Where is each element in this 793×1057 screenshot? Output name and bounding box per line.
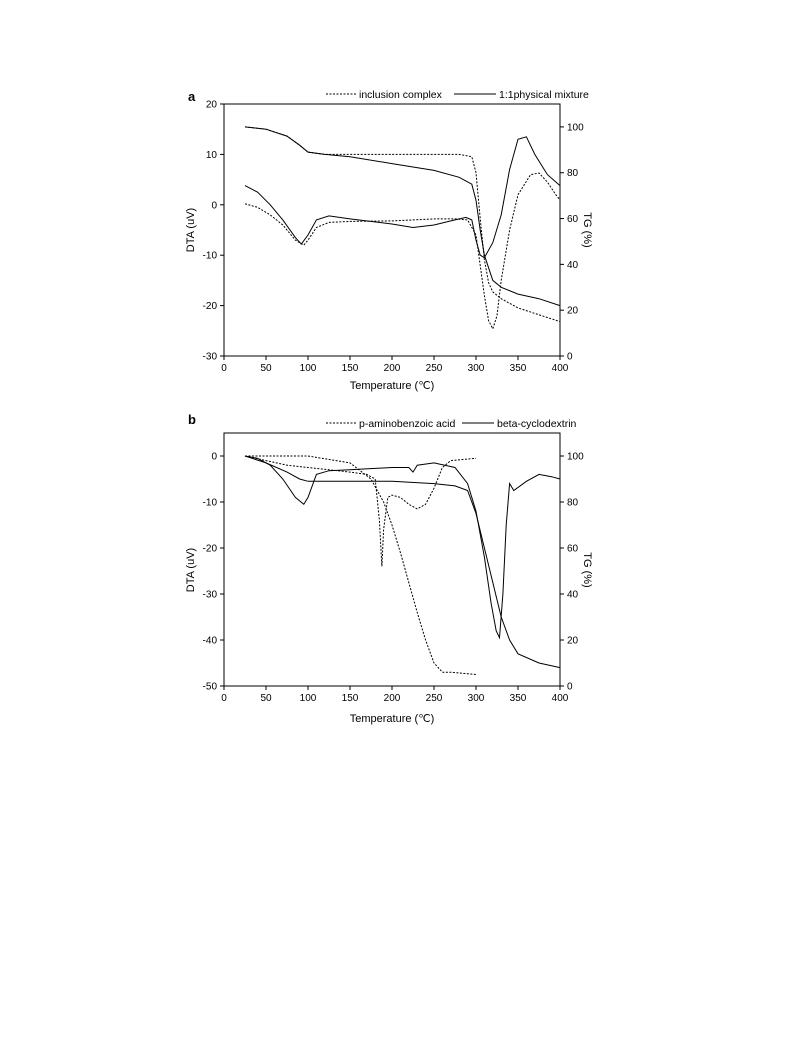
panel-a-left-tick-label: -10 <box>202 250 217 262</box>
panel-b-x-tick-label: 100 <box>299 693 317 704</box>
panel-a-left-tick-label: 10 <box>205 149 217 161</box>
panel-a-x-tick-label: 200 <box>383 363 401 374</box>
panel-a-right-axis-title: TG (%) <box>581 212 593 248</box>
panel-b-x-tick-label: 250 <box>425 693 443 704</box>
panel-a-left-axis-title: DTA (uV) <box>185 207 197 253</box>
panel-b-legend <box>326 418 577 430</box>
panel-a-x-tick-label: 300 <box>467 363 485 374</box>
panel-a-right-tick-label: 40 <box>567 259 579 271</box>
panel-a-x-axis-title: Temperature (℃) <box>349 380 435 392</box>
panel-b-x-tick-label: 200 <box>383 693 401 704</box>
panel-a-right-tick-label: 100 <box>567 122 584 134</box>
panel-b-left-tick-label: -50 <box>202 681 217 693</box>
panel-b-right-tick-label: 100 <box>567 451 584 463</box>
panel-b-x-axis-title: Temperature (℃) <box>349 713 435 725</box>
panel-a-x-tick-label: 50 <box>260 363 272 374</box>
panel-a-legend-label-1: 1:1physical mixture <box>499 89 589 101</box>
panel-b-right-tick-label: 80 <box>567 497 579 509</box>
panel-b-x-tick-label: 0 <box>221 693 227 704</box>
panel-b-right-tick-label: 20 <box>567 635 579 647</box>
panel-a-left-tick-label: -20 <box>202 301 217 313</box>
panel-b-right-tick-label: 0 <box>567 681 573 693</box>
panel-a-x-tick-label: 250 <box>425 363 443 374</box>
panel-b-x-tick-label: 50 <box>260 693 272 704</box>
panel-a-x-tick-label: 350 <box>509 363 527 374</box>
panel-b-left-tick-label: -40 <box>202 635 217 647</box>
panel-b-right-tick-label: 40 <box>567 589 579 601</box>
panel-b-x-tick-label: 400 <box>551 693 569 704</box>
panel-b-right-axis-title: TG (%) <box>581 552 593 588</box>
panel-b-legend-label-0: p-aminobenzoic acid <box>359 418 456 430</box>
panel-a-letter: a <box>188 89 196 104</box>
panel-b-left-tick-label: -10 <box>202 497 217 509</box>
panel-b-x-tick-label: 300 <box>467 693 485 704</box>
panel-a-left-tick-label: 0 <box>211 200 217 212</box>
panel-a-x-tick-label: 100 <box>299 363 317 374</box>
panel-b-x-tick-label: 150 <box>341 693 359 704</box>
panel-b-left-tick-label: 0 <box>211 451 217 463</box>
panel-a-legend-label-0: inclusion complex <box>359 89 442 101</box>
panel-b-x-tick-label: 350 <box>509 693 527 704</box>
panel-a-right-tick-label: 80 <box>567 168 579 180</box>
panel-a-right-tick-label: 20 <box>567 305 579 317</box>
panel-a-x-tick-label: 400 <box>551 363 569 374</box>
panel-a-right-tick-label: 60 <box>567 214 579 226</box>
panel-b-letter: b <box>188 412 196 427</box>
panel-b-left-axis-title: DTA (uV) <box>185 547 197 593</box>
panel-a-x-tick-label: 150 <box>341 363 359 374</box>
panel-b-legend-label-1: beta-cyclodextrin <box>497 418 577 430</box>
panel-a-left-tick-label: 20 <box>205 99 217 111</box>
panel-a-left-tick-label: -30 <box>202 351 217 363</box>
panel-b-left-tick-label: -30 <box>202 589 217 601</box>
panel-a-x-tick-label: 0 <box>221 363 227 374</box>
panel-b-right-tick-label: 60 <box>567 543 579 555</box>
panel-b-left-tick-label: -20 <box>202 543 217 555</box>
panel-a-right-tick-label: 0 <box>567 351 573 363</box>
